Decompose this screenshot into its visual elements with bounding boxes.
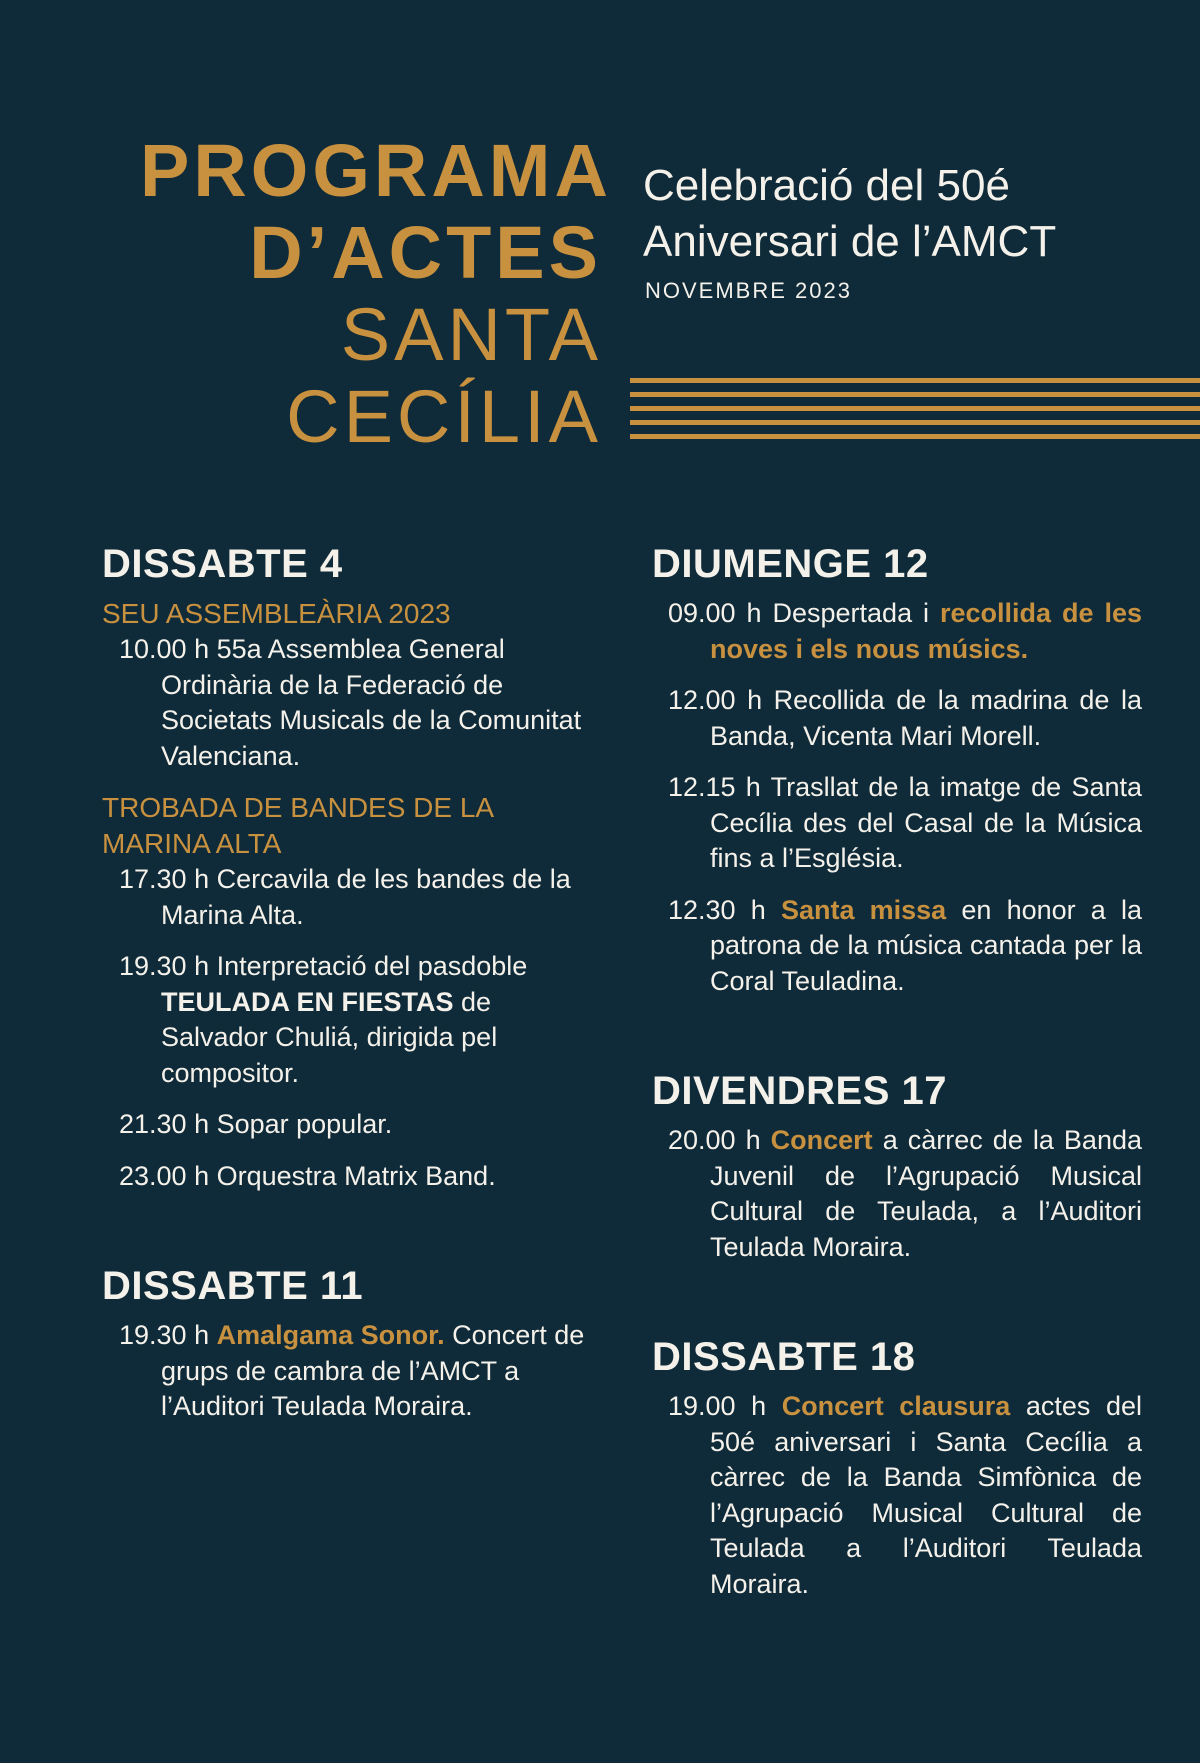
day-divendres-17 — [652, 1067, 1142, 1265]
event-item — [652, 1389, 1142, 1602]
event-text: 20.00 h — [668, 1125, 771, 1155]
subtitle-line-2: Aniversari de l’AMCT — [643, 217, 1057, 266]
event-highlight: recollida de les noves i els nous músics. — [710, 598, 1142, 664]
event-text: 12.30 h — [668, 894, 781, 925]
day-diumenge-12 — [652, 540, 1142, 999]
event-item: 12.15 h Trasllat de la imatge de Santa Cecília des del Casal de la Música fins a l’Església. — [668, 772, 1142, 873]
event-text: 19.00 h — [668, 1391, 782, 1421]
event-text: 09.00 h Despertada i — [668, 598, 940, 628]
event-highlight: Santa missa — [780, 894, 947, 925]
subtitle — [643, 158, 1163, 270]
day-title: DISSABTE 11 — [102, 1264, 364, 1308]
event-text: 19.30 h — [119, 1320, 217, 1350]
event-text: a càrrec de la Banda Juvenil de l’Agrupació Musical Cultural de Teulada, a l’Auditori Teulada Moraira. — [710, 1125, 1142, 1262]
event-text: Concert de grups de cambra de l’AMCT a l’Auditori Teulada Moraira. — [161, 1320, 585, 1421]
event-item — [652, 596, 1142, 667]
event-highlight: TEULADA EN FIESTAS — [161, 986, 454, 1017]
day-dissabte-18 — [652, 1333, 1142, 1602]
title-line-1: PROGRAMA — [140, 129, 612, 212]
day-title: DISSABTE 4 — [102, 542, 343, 586]
event-date: NOVEMBRE 2023 — [645, 278, 852, 303]
day-dissabte-4 — [102, 540, 602, 1194]
event-text: en honor a la patrona de la música cantada per la Coral Teuladina. — [710, 894, 1143, 996]
stripe — [630, 434, 1200, 439]
stripe — [630, 420, 1200, 425]
section-title: TROBADA DE BANDES DE LA MARINA ALTA — [102, 792, 493, 859]
day-dissabte-11 — [102, 1262, 602, 1425]
left-column — [102, 540, 602, 1493]
event-text: de Salvador Chuliá, dirigida pel compositor. — [161, 986, 498, 1088]
program-title — [140, 129, 612, 458]
event-item: 10.00 h 55a Assemblea General Ordinària de la Federació de Societats Musicals de la Comunitat Valenciana. — [119, 634, 582, 771]
event-item: 23.00 h Orquestra Matrix Band. — [119, 1160, 496, 1191]
event-item: 12.00 h Recollida de la madrina de la Banda, Vicenta Mari Morell. — [668, 685, 1142, 751]
stripe — [630, 406, 1200, 411]
day-title: DIUMENGE 12 — [652, 542, 929, 586]
title-line-2: D’ACTES — [249, 211, 602, 294]
event-item — [652, 893, 1142, 1000]
event-text: 19.30 h Interpretació del pasdoble — [119, 951, 528, 981]
event-highlight: Concert — [770, 1125, 873, 1155]
decorative-stripes — [630, 378, 1200, 448]
title-line-4: CECÍLIA — [286, 375, 602, 458]
stripe — [630, 392, 1200, 397]
title-line-3: SANTA — [340, 293, 602, 376]
event-item — [102, 1318, 602, 1425]
event-item — [102, 949, 602, 1091]
event-item — [652, 1123, 1142, 1265]
stripe — [630, 378, 1200, 383]
event-highlight: Amalgama Sonor. — [216, 1320, 445, 1350]
subtitle-line-1: Celebració del 50é — [643, 161, 1010, 210]
event-highlight: Concert clausura — [781, 1391, 1011, 1421]
event-item: 17.30 h Cercavila de les bandes de la Marina Alta. — [119, 864, 571, 930]
day-title: DIVENDRES 17 — [652, 1069, 947, 1113]
event-item: 21.30 h Sopar popular. — [119, 1109, 393, 1139]
section-title: SEU ASSEMBLEÀRIA 2023 — [102, 598, 451, 629]
event-text: actes del 50é aniversari i Santa Cecília a càrrec de la Banda Simfònica de l’Agrupació Musical Cultural de Teulada a l’Auditori Teulada Moraira. — [710, 1391, 1142, 1599]
day-title: DISSABTE 18 — [652, 1335, 916, 1379]
right-column — [652, 540, 1142, 1670]
